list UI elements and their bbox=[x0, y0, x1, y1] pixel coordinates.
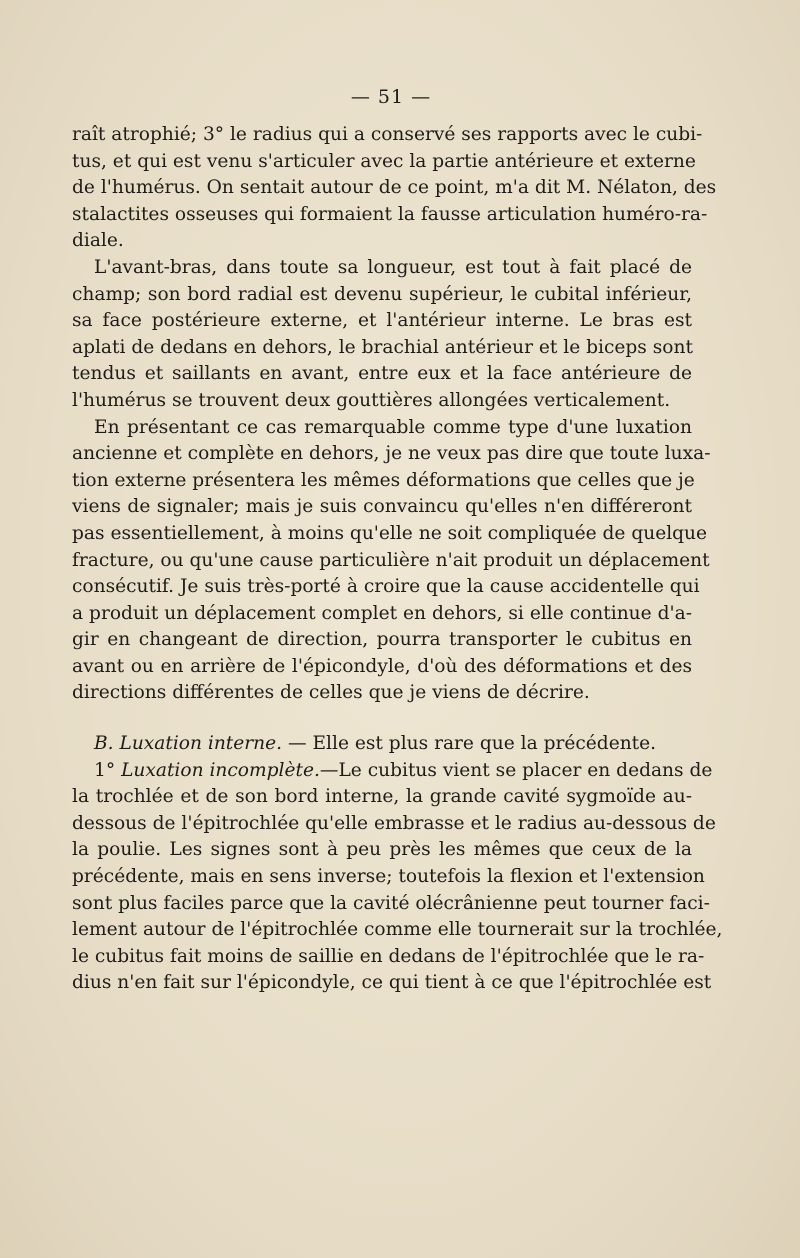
text-line: consécutif. Je suis très-porté à croire que la cause accidentelle qui bbox=[72, 576, 700, 598]
text-line: lement autour de l'épitrochlée comme elle tournerait sur la trochlée, bbox=[72, 919, 723, 941]
text-line: diale. bbox=[72, 230, 124, 252]
text-line: dius n'en fait sur l'épicondyle, ce qui tient à ce que l'épitrochlée est bbox=[72, 972, 712, 994]
page-number: — 51 — bbox=[350, 86, 432, 108]
text-line: la trochlée et de son bord interne, la grande cavité sygmoïde au- bbox=[72, 786, 692, 808]
text-line: gir en changeant de direction, pourra transporter le cubitus en bbox=[72, 629, 692, 651]
text-line: stalactites osseuses qui formaient la fausse articulation huméro-ra- bbox=[72, 203, 708, 225]
text-line: dessous de l'épitrochlée qu'elle embrasse et le radius au-dessous de bbox=[72, 812, 716, 834]
text-line: fracture, ou qu'une cause particulière n'ait produit un déplacement bbox=[72, 549, 710, 571]
section-b-text: — Elle est plus rare que la précédente. bbox=[282, 733, 657, 755]
section-gap bbox=[72, 707, 692, 731]
text-line: tion externe présentera les mêmes déformations que celles que je bbox=[72, 469, 695, 491]
text-line: pas essentiellement, à moins qu'elle ne soit compliquée de quelque bbox=[72, 522, 708, 544]
text-line: la poulie. Les signes sont à peu près les mêmes que ceux de la bbox=[72, 839, 692, 861]
section-b-heading bbox=[72, 731, 692, 758]
text-line: de l'humérus. On sentait autour de ce point, m'a dit M. Nélaton, des bbox=[72, 177, 717, 199]
subsection-first-text: —Le cubitus vient se placer en dedans de bbox=[319, 759, 713, 781]
text-line: a produit un déplacement complet en dehors, si elle continue d'a- bbox=[72, 602, 692, 624]
text-line: viens de signaler; mais je suis convaincu qu'elles n'en différeront bbox=[72, 496, 692, 518]
subsection-number: 1° bbox=[94, 759, 116, 781]
paragraph-3 bbox=[72, 415, 711, 708]
paragraph-1 bbox=[72, 122, 717, 255]
text-line: tendus et saillants en avant, entre eux et la face antérieure de bbox=[72, 363, 692, 385]
section-b-title: B. Luxation interne. bbox=[94, 733, 283, 755]
subsection-title: Luxation incomplète. bbox=[121, 759, 320, 781]
text-line: le cubitus fait moins de saillie en dedans de l'épitrochlée que le ra- bbox=[72, 945, 705, 967]
text-line bbox=[72, 731, 692, 758]
text-line: champ; son bord radial est devenu supérieur, le cubital inférieur, bbox=[72, 283, 692, 305]
text-line: L'avant-bras, dans toute sa longueur, est tout à fait placé de bbox=[94, 256, 692, 278]
text-line: sa face postérieure externe, et l'antérieur interne. Le bras est bbox=[72, 310, 692, 332]
text-line: raît atrophié; 3° le radius qui a conservé ses rapports avec le cubi- bbox=[72, 124, 703, 145]
paragraph-2 bbox=[72, 255, 692, 415]
text-line: l'humérus se trouvent deux gouttières allongées verticalement. bbox=[72, 389, 671, 411]
text-line: précédente, mais en sens inverse; toutefois la flexion et l'extension bbox=[72, 866, 705, 888]
text-line: En présentant ce cas remarquable comme type d'une luxation bbox=[94, 416, 692, 438]
text-line: directions différentes de celles que je viens de décrire. bbox=[72, 682, 590, 704]
subsection-1 bbox=[72, 758, 723, 997]
text-line: sont plus faciles parce que la cavité olécrânienne peut tourner faci- bbox=[72, 892, 710, 914]
text-line: ancienne et complète en dehors, je ne veux pas dire que toute luxa- bbox=[72, 443, 711, 465]
text-line: aplati de dedans en dehors, le brachial antérieur et le biceps sont bbox=[72, 336, 693, 358]
page-content bbox=[72, 84, 723, 997]
text-line: avant ou en arrière de l'épicondyle, d'où des déformations et des bbox=[72, 655, 692, 677]
text-line: tus, et qui est venu s'articuler avec la partie antérieure et externe bbox=[72, 150, 696, 172]
text-line bbox=[72, 758, 713, 785]
